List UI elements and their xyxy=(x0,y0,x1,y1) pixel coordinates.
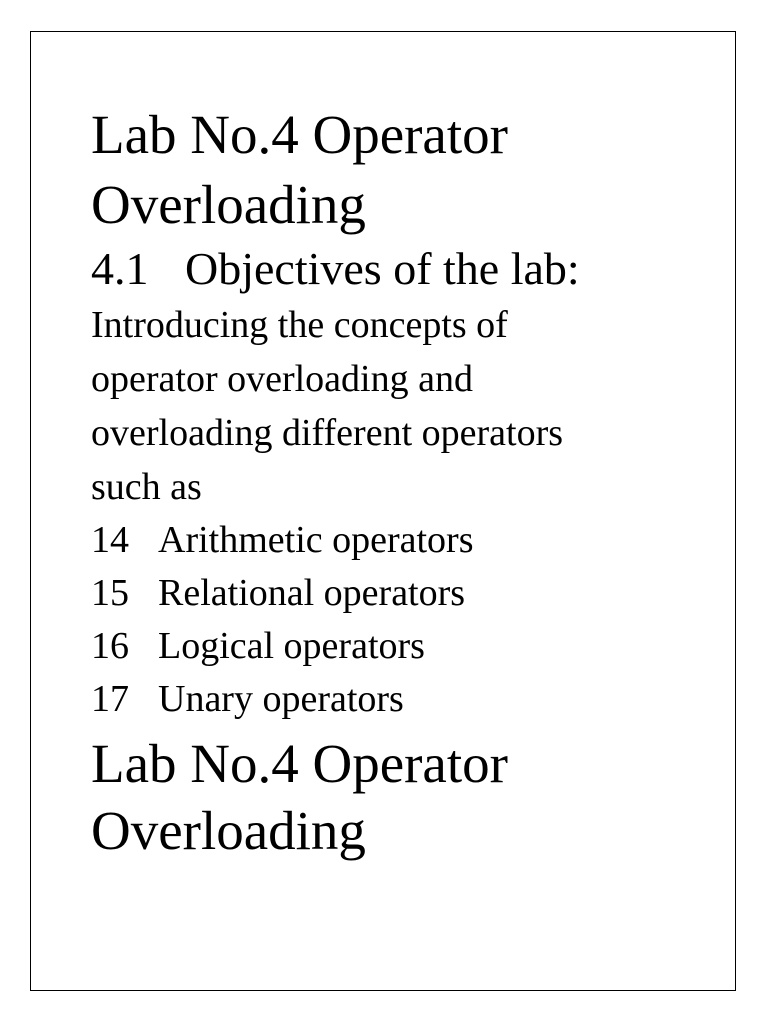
repeated-title xyxy=(91,730,731,864)
list-item-text: Relational operators xyxy=(158,572,466,614)
list-item-number: 14 xyxy=(91,519,129,561)
paragraph-line: overloading different operators xyxy=(91,412,564,454)
document-content xyxy=(91,100,731,864)
list-item-text: Arithmetic operators xyxy=(158,519,474,561)
paragraph-line: Introducing the concepts of xyxy=(91,304,508,346)
repeated-title-line-1: Lab No.4 Operator xyxy=(91,733,508,794)
list-item xyxy=(91,514,731,567)
title-line-1: Lab No.4 Operator xyxy=(91,104,508,165)
section-heading xyxy=(91,240,731,298)
list-item-number: 15 xyxy=(91,572,129,614)
list-item xyxy=(91,567,731,620)
section-number: 4.1 xyxy=(91,243,149,294)
repeated-title-line-2: Overloading xyxy=(91,800,366,861)
list-item xyxy=(91,673,731,726)
list-item-number: 17 xyxy=(91,678,129,720)
section-heading-text: Objectives of the lab: xyxy=(185,243,580,294)
objectives-paragraph xyxy=(91,298,731,514)
list-item xyxy=(91,620,731,673)
page-title xyxy=(91,100,731,240)
paragraph-line: such as xyxy=(91,466,202,508)
list-item-text: Logical operators xyxy=(158,625,425,667)
operator-list xyxy=(91,514,731,726)
title-line-2: Overloading xyxy=(91,174,366,235)
list-item-number: 16 xyxy=(91,625,129,667)
list-item-text: Unary operators xyxy=(158,678,404,720)
paragraph-line: operator overloading and xyxy=(91,358,473,400)
